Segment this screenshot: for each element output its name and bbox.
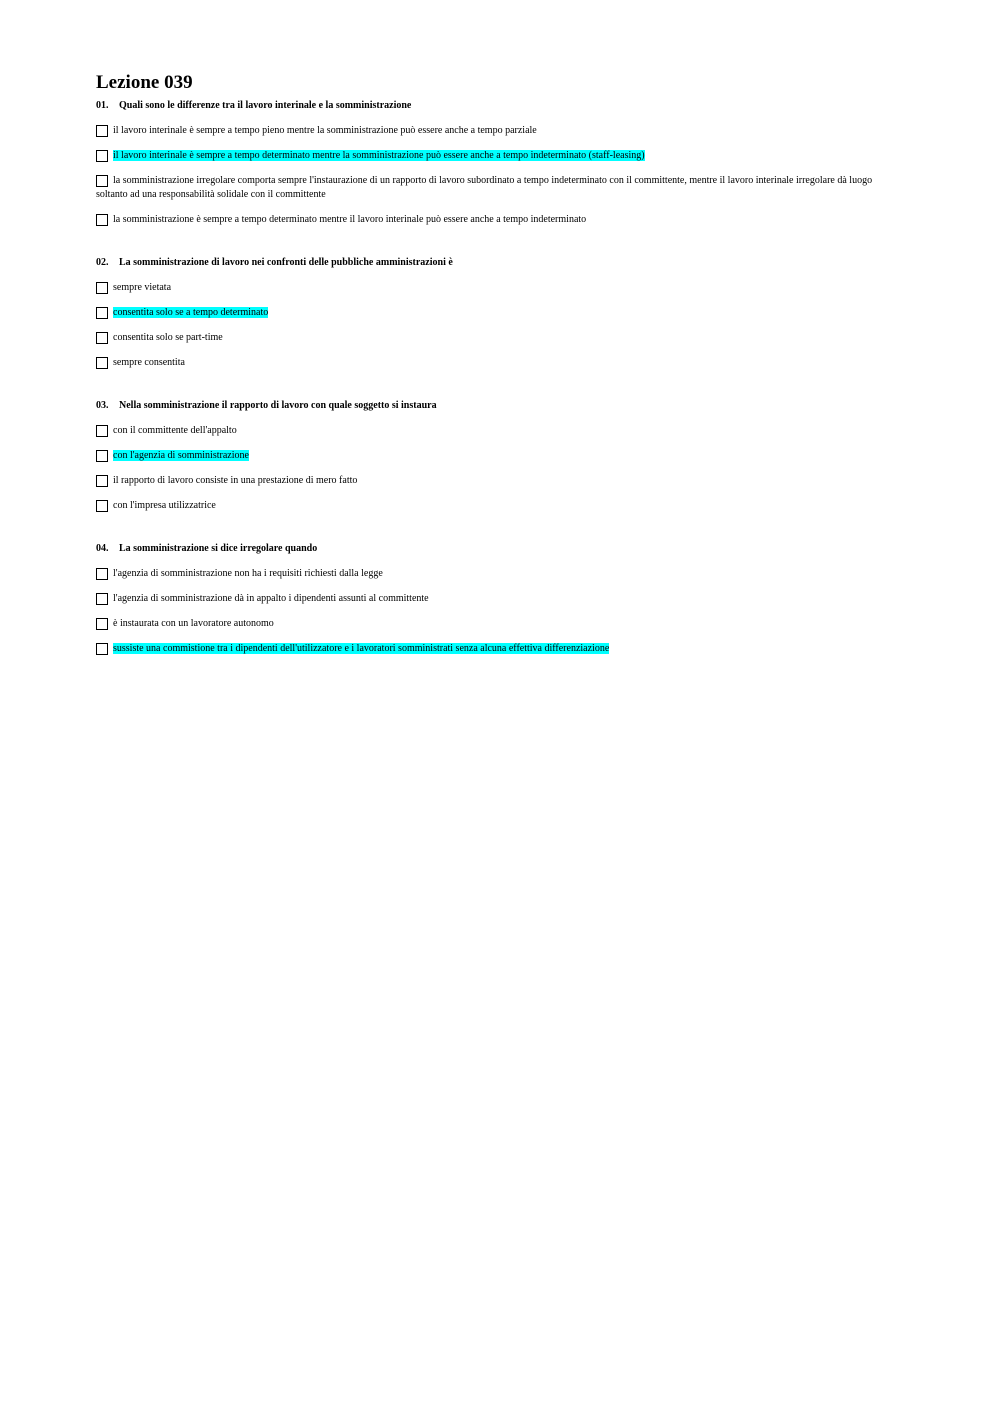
answer-checkbox[interactable] xyxy=(96,643,108,655)
answer-checkbox[interactable] xyxy=(96,475,108,487)
answer-checkbox[interactable] xyxy=(96,568,108,580)
answer-option xyxy=(96,174,896,202)
lesson-title: Lezione 039 xyxy=(96,72,193,93)
answer-checkbox[interactable] xyxy=(96,282,108,294)
answer-text: la somministrazione irregolare comporta sempre l'instaurazione di un rapporto di lavoro subordinato a tempo indeterminato con il committente, mentre il lavoro interinale irregolare dà luogo soltanto ad una responsabilità solidale con il committente xyxy=(96,175,873,200)
answer-checkbox[interactable] xyxy=(96,175,108,187)
answer-checkbox[interactable] xyxy=(96,450,108,462)
answer-text: l'agenzia di somministrazione dà in appalto i dipendenti assunti al committente xyxy=(113,593,429,604)
answer-text-highlighted: con l'agenzia di somministrazione xyxy=(113,450,249,461)
answer-text: l'agenzia di somministrazione non ha i requisiti richiesti dalla legge xyxy=(113,568,383,579)
answer-text-highlighted: sussiste una commistione tra i dipendenti dell'utilizzatore e i lavoratori somministrati senza alcuna effettiva differenziazione xyxy=(113,643,610,654)
question-label: Quali sono le differenze tra il lavoro interinale e la somministrazione xyxy=(119,100,412,111)
answer-option xyxy=(96,424,896,438)
answer-option-correct xyxy=(96,642,896,656)
question-number: 03. xyxy=(96,400,109,411)
answer-checkbox[interactable] xyxy=(96,332,108,344)
answer-text: il lavoro interinale è sempre a tempo pieno mentre la somministrazione può essere anche a tempo parziale xyxy=(113,125,537,136)
answer-text: è instaurata con un lavoratore autonomo xyxy=(113,618,274,629)
answer-checkbox[interactable] xyxy=(96,618,108,630)
answer-option xyxy=(96,592,896,606)
question-text xyxy=(96,100,896,112)
answer-checkbox[interactable] xyxy=(96,357,108,369)
answer-text: il rapporto di lavoro consiste in una prestazione di mero fatto xyxy=(113,475,358,486)
question-text xyxy=(96,543,896,555)
quiz-page xyxy=(96,72,896,686)
answer-option xyxy=(96,617,896,631)
answer-option xyxy=(96,499,896,513)
question-text xyxy=(96,257,896,269)
answer-text-highlighted: il lavoro interinale è sempre a tempo determinato mentre la somministrazione può essere anche a tempo indeterminato (staff-leasing) xyxy=(113,150,645,161)
answer-checkbox[interactable] xyxy=(96,500,108,512)
answer-option xyxy=(96,567,896,581)
answer-checkbox[interactable] xyxy=(96,425,108,437)
answer-option-correct xyxy=(96,306,896,320)
question-label: La somministrazione si dice irregolare quando xyxy=(119,543,318,554)
answer-text: consentita solo se part-time xyxy=(113,332,223,343)
answer-text: sempre consentita xyxy=(113,357,185,368)
answer-option xyxy=(96,474,896,488)
answer-checkbox[interactable] xyxy=(96,307,108,319)
question-label: La somministrazione di lavoro nei confronti delle pubbliche amministrazioni è xyxy=(119,257,453,268)
question xyxy=(96,400,896,513)
question-number: 04. xyxy=(96,543,109,554)
answer-option xyxy=(96,281,896,295)
answer-checkbox[interactable] xyxy=(96,593,108,605)
answer-text-highlighted: consentita solo se a tempo determinato xyxy=(113,307,269,318)
question xyxy=(96,543,896,656)
answer-checkbox[interactable] xyxy=(96,150,108,162)
answer-option xyxy=(96,331,896,345)
answer-text: con il committente dell'appalto xyxy=(113,425,237,436)
question xyxy=(96,100,896,227)
question-number: 02. xyxy=(96,257,109,268)
answer-checkbox[interactable] xyxy=(96,214,108,226)
question xyxy=(96,257,896,370)
answer-option xyxy=(96,213,896,227)
answer-option xyxy=(96,356,896,370)
question-number: 01. xyxy=(96,100,109,111)
answer-checkbox[interactable] xyxy=(96,125,108,137)
answer-option-correct xyxy=(96,149,896,163)
answer-text: la somministrazione è sempre a tempo determinato mentre il lavoro interinale può essere anche a tempo indeterminato xyxy=(113,214,587,225)
answer-option-correct xyxy=(96,449,896,463)
question-text xyxy=(96,400,896,412)
answer-option xyxy=(96,124,896,138)
answer-text: sempre vietata xyxy=(113,282,172,293)
answer-text: con l'impresa utilizzatrice xyxy=(113,500,216,511)
question-label: Nella somministrazione il rapporto di lavoro con quale soggetto si instaura xyxy=(119,400,437,411)
